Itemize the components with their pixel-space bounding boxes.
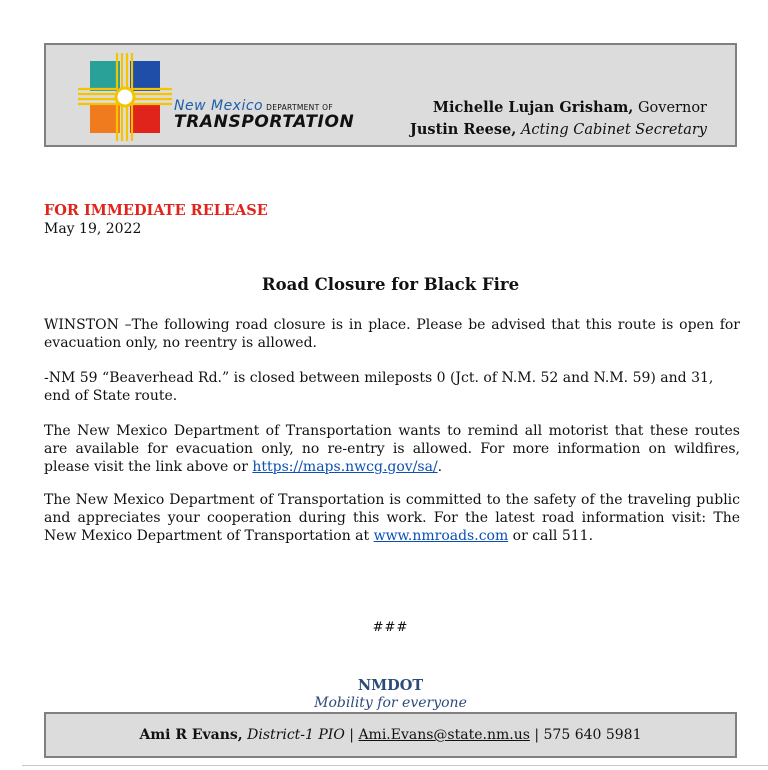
zia-sun-logo-icon [78, 53, 174, 141]
contact-title: District-1 PIO [247, 727, 345, 743]
paragraph-intro: WINSTON –The following road closure is in place. Please be advised that this route is open for evacuation only, no reentry is allowed. [44, 317, 740, 351]
page-edge-divider [22, 765, 768, 766]
paragraph-safety-end: or call 511. [508, 528, 594, 544]
header-banner [44, 43, 737, 147]
contact-separator: | [534, 727, 540, 743]
paragraph-evacuation [44, 422, 740, 476]
end-marker: ### [372, 620, 409, 635]
paragraph-closure: -NM 59 “Beaverhead Rd.” is closed between mileposts 0 (Jct. of N.M. 52 and N.M. 59) and 31, end of State route. [44, 370, 714, 404]
paragraph-evacuation-text: The New Mexico Department of Transportation wants to remind all motorist that these routes are available for evacuation only, no re-entry is allowed. For more information on wildfires, please visit the link above or [44, 423, 740, 475]
officials-block [410, 97, 707, 141]
contact-email-link[interactable]: Ami.Evans@state.nm.us [358, 727, 530, 743]
secretary-name: Justin Reese, [410, 121, 517, 138]
secretary-line [410, 119, 707, 141]
agency-name-line [174, 99, 354, 113]
contact-separator: | [349, 727, 354, 743]
paragraph-safety [44, 491, 740, 545]
page-title: Road Closure for Black Fire [261, 275, 520, 294]
agency-transportation-label: TRANSPORTATION [174, 112, 355, 132]
agency-state-name: New Mexico [174, 98, 264, 114]
contact-phone: 575 640 5981 [543, 727, 642, 743]
paragraph-safety-text: The New Mexico Department of Transportation is committed to the safety of the traveling public and appreciates your cooperation during this work. For the latest road information visit: The New Mexico Department of Transportation at [44, 492, 740, 544]
governor-line [410, 97, 707, 119]
governor-title: Governor [637, 100, 707, 116]
release-date: May 19, 2022 [44, 221, 142, 237]
agency-wordmark [174, 99, 354, 131]
nmroads-link[interactable]: www.nmroads.com [373, 528, 509, 544]
contact-name: Ami R Evans, [139, 727, 243, 743]
governor-name: Michelle Lujan Grisham, [432, 99, 634, 116]
secretary-title: Acting Cabinet Secretary [520, 122, 707, 138]
paragraph-evacuation-end: . [437, 459, 443, 475]
wildfire-map-link[interactable]: https://maps.nwcg.gov/sa/ [252, 459, 438, 475]
agency-dept-label: DEPARTMENT OF [266, 103, 333, 112]
footer-org-name: NMDOT [357, 677, 424, 694]
footer-tagline: Mobility for everyone [314, 695, 467, 711]
release-label: FOR IMMEDIATE RELEASE [44, 202, 268, 219]
contact-banner [44, 712, 737, 758]
